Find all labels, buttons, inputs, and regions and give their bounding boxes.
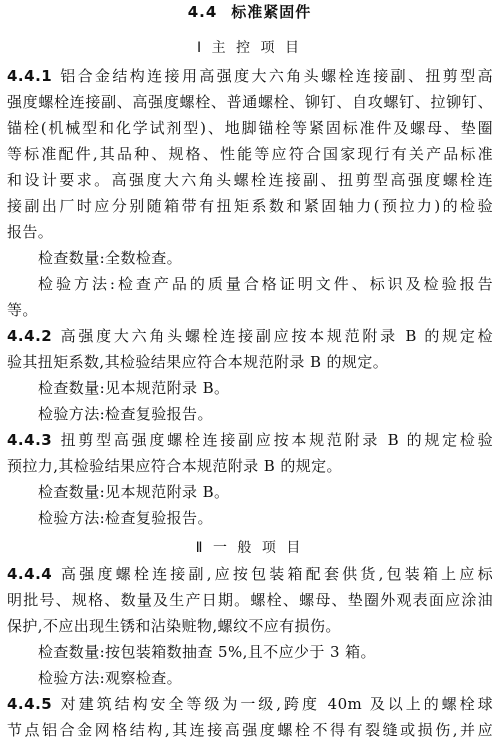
inspection-method: 检验方法:检查复验报告。 xyxy=(38,405,213,423)
clause-line: 接副出厂时应分别随箱带有扭矩系数和紧固轴力(预拉力)的检验 xyxy=(7,197,493,215)
clause-text: 对建筑结构安全等级为一级,跨度 40m 及以上的螺栓球 xyxy=(58,695,493,713)
clause-line: 节点铝合金网格结构,其连接高强度螺栓不得有裂缝或损伤,并应 xyxy=(7,721,493,739)
clause-text: 高强度螺栓连接副,应按包装箱配套供货,包装箱上应标 xyxy=(58,565,493,583)
inspection-method-cont: 等。 xyxy=(7,301,38,319)
clause-line: 验其扭矩系数,其检验结果应符合本规范附录 B 的规定。 xyxy=(7,353,389,371)
clause-number: 4.4.5 xyxy=(7,695,53,713)
clause-line xyxy=(7,694,493,714)
part-heading-main-items: Ⅰ 主 控 项 目 xyxy=(197,40,302,56)
clause-line: 报告。 xyxy=(7,223,54,241)
clause-line xyxy=(7,430,493,450)
clause-line: 强度螺栓连接副、高强度螺栓、普通螺栓、铆钉、自攻螺钉、拉铆钉、 xyxy=(7,93,493,111)
section-number: 4.4 xyxy=(187,3,218,21)
inspection-quantity: 检查数量:按包装箱数抽查 5%,且不应少于 3 箱。 xyxy=(38,643,376,661)
section-title-text: 标准紧固件 xyxy=(231,3,312,21)
clause-number: 4.4.3 xyxy=(7,431,53,449)
inspection-quantity: 检查数量:全数检查。 xyxy=(38,249,183,267)
clause-number: 4.4.4 xyxy=(7,565,53,583)
clause-line xyxy=(7,66,493,86)
inspection-quantity: 检查数量:见本规范附录 B。 xyxy=(38,483,230,501)
inspection-method: 检验方法:检查产品的质量合格证明文件、标识及检验报告 xyxy=(38,275,493,293)
inspection-method: 检验方法:检查复验报告。 xyxy=(38,509,213,527)
inspection-quantity: 检查数量:见本规范附录 B。 xyxy=(38,379,230,397)
clause-line: 锚栓(机械型和化学试剂型)、地脚锚栓等紧固标准件及螺母、垫圈 xyxy=(7,119,493,137)
clause-line xyxy=(7,326,493,346)
clause-line: 和设计要求。高强度大六角头螺栓连接副、扭剪型高强度螺栓连 xyxy=(7,171,493,189)
inspection-method: 检验方法:观察检查。 xyxy=(38,669,183,687)
clause-text: 高强度大六角头螺栓连接副应按本规范附录 B 的规定检 xyxy=(58,327,493,345)
section-title xyxy=(0,2,499,22)
clause-line: 等标准配件,其品种、规格、性能等应符合国家现行有关产品标准 xyxy=(7,145,493,163)
part-heading-general-items: Ⅱ 一 般 项 目 xyxy=(195,540,304,556)
clause-line: 预拉力,其检验结果应符合本规范附录 B 的规定。 xyxy=(7,457,342,475)
clause-number: 4.4.2 xyxy=(7,327,53,345)
clause-text: 铝合金结构连接用高强度大六角头螺栓连接副、扭剪型高 xyxy=(58,67,493,85)
clause-text: 扭剪型高强度螺栓连接副应按本规范附录 B 的规定检验 xyxy=(58,431,493,449)
clause-line: 明批号、规格、数量及生产日期。螺栓、螺母、垫圈外观表面应涂油 xyxy=(7,591,493,609)
clause-number: 4.4.1 xyxy=(7,67,53,85)
clause-line xyxy=(7,564,493,584)
clause-line: 保护,不应出现生锈和沾染赃物,螺纹不应有损伤。 xyxy=(7,617,341,635)
